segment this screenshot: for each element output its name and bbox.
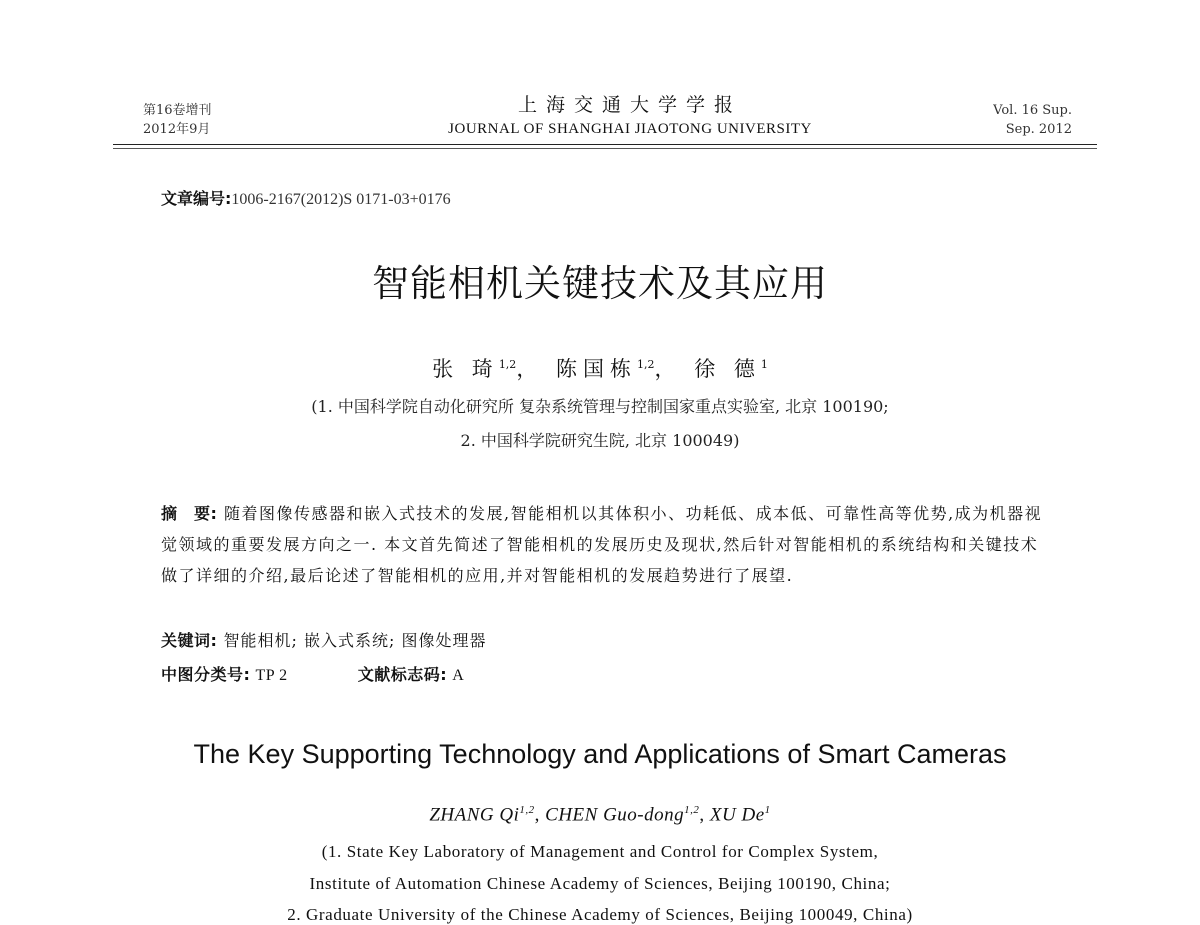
abstract-cn (161, 498, 1053, 591)
issue-date-en: Sep. 2012 (1005, 122, 1072, 137)
affiliation-en-1-cont: Institute of Automation Chinese Academy of Sciences, Beijing 100190, China; (309, 874, 891, 893)
clc-value: TP 2 (255, 667, 288, 684)
journal-volume-en (993, 101, 1072, 139)
header-rule-thin (113, 148, 1097, 149)
author-affiliation-sup: 1,2 (684, 804, 700, 816)
paper-title-cn: 智能相机关键技术及其应用 (372, 262, 828, 305)
author-affiliation-sup: 1 (764, 804, 771, 816)
affiliation-en-2: 2. Graduate University of the Chinese Academy of Sciences, Beijing 100049, China) (287, 905, 913, 924)
author-name: 陈国栋 (556, 357, 637, 381)
author-name-en: ZHANG Qi (429, 804, 520, 826)
author-separator: ， (516, 357, 544, 381)
abstract-label: 摘 要: (161, 504, 218, 523)
author-separator: , (699, 804, 710, 826)
classification-codes (161, 662, 464, 685)
article-number-label: 文章编号: (161, 189, 232, 208)
volume-issue-en: Vol. 16 Sup. (993, 103, 1072, 118)
affiliation-en-1: (1. State Key Laboratory of Management and Control for Complex System, (321, 842, 879, 861)
journal-masthead (300, 92, 960, 140)
article-number-value: 1006-2167(2012)S 0171-03+0176 (231, 191, 451, 208)
author-separator: , (534, 804, 546, 826)
article-number (161, 186, 451, 209)
clc-label: 中图分类号: (161, 665, 251, 684)
author-separator: ， (654, 357, 682, 381)
author-name-en: CHEN Guo-dong (545, 804, 685, 826)
journal-volume-cn (143, 101, 212, 139)
author-affiliation-sup: 1,2 (498, 358, 517, 371)
keywords-cn (161, 628, 486, 651)
author-name-en: XU De (709, 804, 765, 826)
journal-name-en: JOURNAL OF SHANGHAI JIAOTONG UNIVERSITY (448, 121, 812, 137)
author-name: 张 琦 (432, 357, 499, 381)
header-rule-thick (113, 144, 1097, 145)
authors-en (0, 804, 1200, 826)
paper-title-en: The Key Supporting Technology and Applications of Smart Cameras (193, 739, 1007, 769)
document-code-label: 文献标志码: (357, 665, 448, 684)
issue-date-cn: 2012年9月 (143, 122, 211, 137)
authors-cn (0, 353, 1200, 383)
keywords-label: 关键词: (161, 631, 218, 650)
affiliation-cn-2: 2. 中国科学院研究生院, 北京 100049) (460, 431, 740, 450)
author-affiliation-sup: 1,2 (637, 358, 655, 371)
abstract-text: 随着图像传感器和嵌入式技术的发展,智能相机以其体积小、功耗低、成本低、可靠性高等优势,成为机器视觉领域的重要发展方向之一. 本文首先简述了智能相机的发展历史及现状,然后针对智能相机的系统结构和关键技术做了详细的介绍,最后论述了智能相机的应用,并对智能相机的发展趋势进行了展望. (161, 504, 1043, 585)
keywords-text: 智能相机; 嵌入式系统; 图像处理器 (223, 631, 487, 650)
author-affiliation-sup: 1,2 (519, 804, 535, 816)
author-name: 徐 德 (694, 357, 761, 381)
author-affiliation-sup: 1 (760, 358, 768, 371)
journal-name-cn: 上海交通大学学报 (517, 94, 742, 116)
document-code-value: A (452, 667, 465, 684)
volume-issue-cn: 第16卷增刊 (143, 103, 212, 118)
affiliation-cn-1: (1. 中国科学院自动化研究所 复杂系统管理与控制国家重点实验室, 北京 100190; (311, 397, 889, 416)
